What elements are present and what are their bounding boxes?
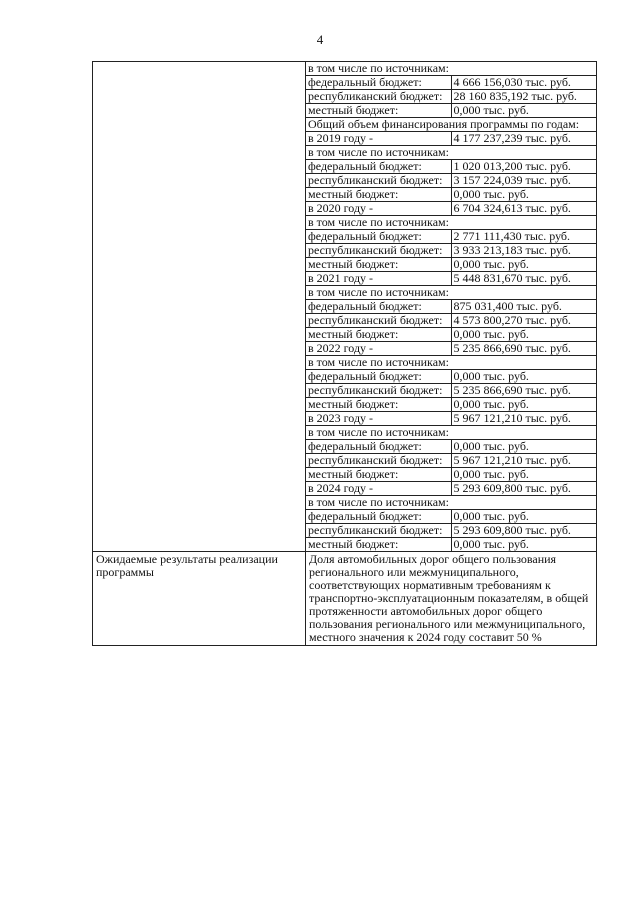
funding-row-item <box>306 90 596 104</box>
funding-label: местный бюджет: <box>306 398 451 412</box>
funding-row-item <box>306 370 596 384</box>
funding-header-text: в том числе по источникам: <box>306 496 596 510</box>
funding-value: 875 031,400 тыс. руб. <box>451 300 596 314</box>
funding-value: 0,000 тыс. руб. <box>451 510 596 524</box>
funding-row-item <box>306 188 596 202</box>
funding-row-item <box>306 244 596 258</box>
funding-header-row <box>306 496 596 510</box>
funding-header-text: в том числе по источникам: <box>306 356 596 370</box>
funding-row-item <box>306 132 596 146</box>
funding-label: местный бюджет: <box>306 258 451 272</box>
funding-breakdown-table <box>306 62 596 551</box>
funding-value: 0,000 тыс. руб. <box>451 188 596 202</box>
funding-value: 4 666 156,030 тыс. руб. <box>451 76 596 90</box>
results-title-cell <box>93 552 306 646</box>
funding-header-text: в том числе по источникам: <box>306 146 596 160</box>
funding-row-item <box>306 524 596 538</box>
funding-label: местный бюджет: <box>306 328 451 342</box>
funding-right-cell <box>306 62 597 552</box>
funding-row-item <box>306 440 596 454</box>
funding-value: 0,000 тыс. руб. <box>451 328 596 342</box>
funding-row-item <box>306 328 596 342</box>
funding-row-item <box>306 468 596 482</box>
funding-header-row <box>306 118 596 132</box>
funding-label: в 2019 году - <box>306 132 451 146</box>
funding-row-item <box>306 258 596 272</box>
funding-row-item <box>306 314 596 328</box>
funding-label: федеральный бюджет: <box>306 76 451 90</box>
funding-value: 3 933 213,183 тыс. руб. <box>451 244 596 258</box>
funding-value: 5 293 609,800 тыс. руб. <box>451 524 596 538</box>
funding-value: 0,000 тыс. руб. <box>451 398 596 412</box>
funding-value: 4 177 237,239 тыс. руб. <box>451 132 596 146</box>
funding-row-item <box>306 342 596 356</box>
results-title: Ожидаемые результаты реализации программы <box>96 552 278 579</box>
funding-value: 0,000 тыс. руб. <box>451 440 596 454</box>
funding-value: 5 967 121,210 тыс. руб. <box>451 454 596 468</box>
funding-value: 0,000 тыс. руб. <box>451 258 596 272</box>
funding-header-text: в том числе по источникам: <box>306 62 596 76</box>
funding-row-item <box>306 538 596 552</box>
program-passport-table <box>92 61 597 646</box>
funding-row-item <box>306 174 596 188</box>
funding-value: 2 771 111,430 тыс. руб. <box>451 230 596 244</box>
funding-label: в 2023 году - <box>306 412 451 426</box>
funding-label: республиканский бюджет: <box>306 454 451 468</box>
funding-header-text: в том числе по источникам: <box>306 216 596 230</box>
funding-label: местный бюджет: <box>306 538 451 552</box>
funding-row-item <box>306 300 596 314</box>
funding-label: республиканский бюджет: <box>306 244 451 258</box>
funding-value: 5 235 866,690 тыс. руб. <box>451 342 596 356</box>
funding-label: федеральный бюджет: <box>306 370 451 384</box>
funding-value: 4 573 800,270 тыс. руб. <box>451 314 596 328</box>
funding-value: 0,000 тыс. руб. <box>451 468 596 482</box>
funding-row-item <box>306 160 596 174</box>
funding-row-item <box>306 482 596 496</box>
funding-label: федеральный бюджет: <box>306 440 451 454</box>
funding-row-item <box>306 202 596 216</box>
funding-label: местный бюджет: <box>306 188 451 202</box>
funding-value: 5 293 609,800 тыс. руб. <box>451 482 596 496</box>
funding-value: 1 020 013,200 тыс. руб. <box>451 160 596 174</box>
funding-value: 5 448 831,670 тыс. руб. <box>451 272 596 286</box>
funding-header-row <box>306 216 596 230</box>
funding-row-item <box>306 510 596 524</box>
results-text-cell <box>306 552 597 646</box>
funding-label: республиканский бюджет: <box>306 384 451 398</box>
funding-label: федеральный бюджет: <box>306 300 451 314</box>
funding-label: в 2020 году - <box>306 202 451 216</box>
funding-row-item <box>306 76 596 90</box>
funding-row-item <box>306 272 596 286</box>
funding-row-item <box>306 454 596 468</box>
funding-header-text: в том числе по источникам: <box>306 286 596 300</box>
funding-value: 0,000 тыс. руб. <box>451 538 596 552</box>
funding-label: республиканский бюджет: <box>306 90 451 104</box>
funding-label: федеральный бюджет: <box>306 160 451 174</box>
funding-label: местный бюджет: <box>306 104 451 118</box>
funding-row-item <box>306 230 596 244</box>
funding-label: федеральный бюджет: <box>306 510 451 524</box>
funding-row-item <box>306 412 596 426</box>
funding-header-row <box>306 286 596 300</box>
funding-value: 5 235 866,690 тыс. руб. <box>451 384 596 398</box>
funding-row <box>93 62 597 552</box>
funding-value: 0,000 тыс. руб. <box>451 104 596 118</box>
funding-header-row <box>306 62 596 76</box>
funding-label: федеральный бюджет: <box>306 230 451 244</box>
funding-label: республиканский бюджет: <box>306 524 451 538</box>
results-row <box>93 552 597 646</box>
funding-value: 5 967 121,210 тыс. руб. <box>451 412 596 426</box>
funding-label: местный бюджет: <box>306 468 451 482</box>
funding-row-item <box>306 398 596 412</box>
funding-label: в 2024 году - <box>306 482 451 496</box>
funding-label: в 2022 году - <box>306 342 451 356</box>
funding-header-row <box>306 426 596 440</box>
funding-header-row <box>306 356 596 370</box>
funding-value: 28 160 835,192 тыс. руб. <box>451 90 596 104</box>
funding-label: республиканский бюджет: <box>306 174 451 188</box>
funding-row-item <box>306 384 596 398</box>
results-text: Доля автомобильных дорог общего пользования регионального или межмуниципального, соответствующих нормативным требованиям к транспортно-эксплуатационным показателям, в общей протяженности автомобильных дорог общего пользования регионального или межмуниципального, местного значения к 2024 году составит 50 % <box>309 552 589 644</box>
funding-label: республиканский бюджет: <box>306 314 451 328</box>
funding-label: в 2021 году - <box>306 272 451 286</box>
funding-header-text: Общий объем финансирования программы по годам: <box>306 118 596 132</box>
funding-header-text: в том числе по источникам: <box>306 426 596 440</box>
funding-row-item <box>306 104 596 118</box>
page-number: 4 <box>316 32 324 47</box>
funding-left-cell <box>93 62 306 552</box>
funding-value: 0,000 тыс. руб. <box>451 370 596 384</box>
funding-header-row <box>306 146 596 160</box>
funding-value: 6 704 324,613 тыс. руб. <box>451 202 596 216</box>
funding-value: 3 157 224,039 тыс. руб. <box>451 174 596 188</box>
